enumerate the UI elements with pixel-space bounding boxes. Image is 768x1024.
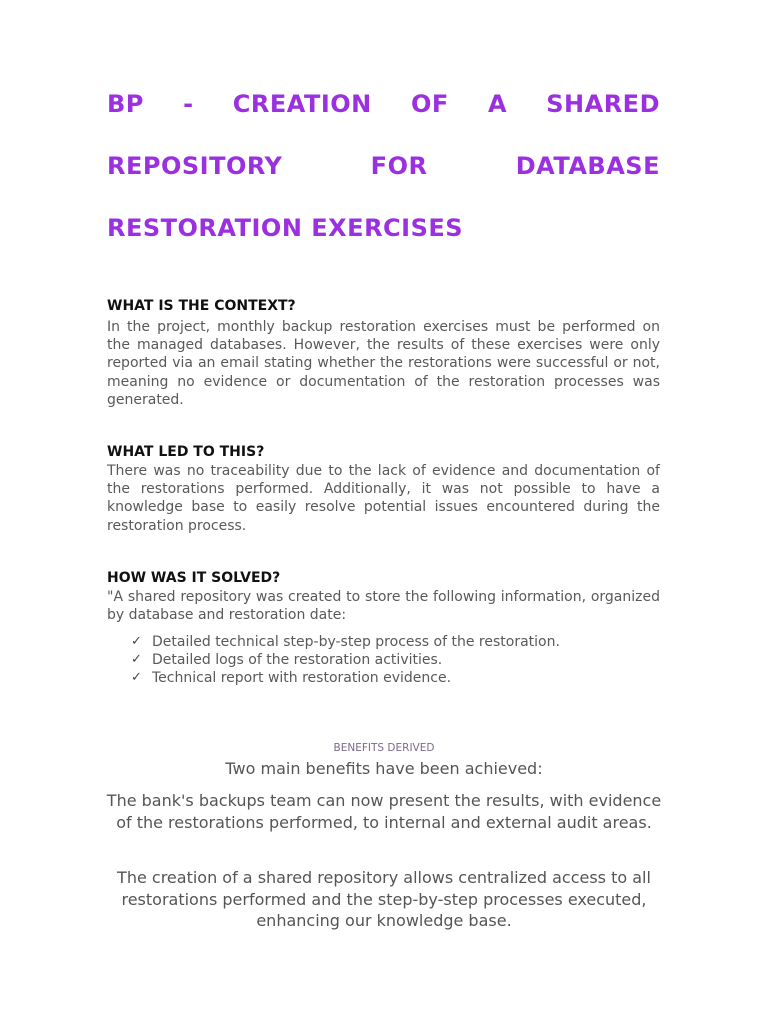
benefits-intro: Two main benefits have been achieved: (225, 759, 543, 778)
solution-body: "A shared repository was created to store the following information, organized by database and restoration date: (107, 589, 660, 624)
title-word: REPOSITORY (107, 152, 283, 180)
benefit-point-2: The creation of a shared repository allows centralized access to all restorations performed and the step-by-step processes executed, enhancing our knowledge base. (117, 868, 651, 930)
title-line-1 (107, 90, 660, 118)
title-line-3: RESTORATION EXERCISES (107, 214, 464, 242)
context-body: In the project, monthly backup restoration exercises must be performed on the managed databases. However, the results of these exercises were only reported via an email stating whether the restorations were successful or not, meaning no evidence or documentation of the restoration processes was generated. (107, 319, 660, 408)
benefits-label: BENEFITS DERIVED (333, 742, 435, 754)
title-word: BP (107, 90, 144, 118)
checkmark-icon: ✓ (131, 634, 142, 649)
list-item-text: Detailed technical step-by-step process of the restoration. (152, 634, 560, 650)
title-word: FOR (370, 152, 428, 180)
list-item-text: Detailed logs of the restoration activities. (152, 652, 443, 669)
benefit-point-1: The bank's backups team can now present the results, with evidence of the restorations performed, to internal and external audit areas. (106, 791, 662, 832)
context-heading: WHAT IS THE CONTEXT? (107, 298, 296, 314)
cause-heading: WHAT LED TO THIS? (107, 444, 265, 460)
checkmark-icon: ✓ (131, 670, 142, 686)
solution-checklist (131, 633, 560, 688)
title-word: A (487, 90, 508, 118)
title-word: SHARED (546, 90, 660, 118)
title-line-2 (107, 152, 660, 180)
cause-body: There was no traceability due to the lack of evidence and documentation of the restorations performed. Additionally, it was not possible to have a knowledge base to easily resolve potential issues encountered during the restoration process. (107, 463, 660, 534)
title-word: CREATION (232, 90, 372, 118)
title-word: OF (410, 90, 449, 118)
title-word: - (183, 90, 194, 118)
list-item (131, 669, 560, 687)
list-item (131, 651, 560, 669)
title-word: DATABASE (515, 152, 660, 180)
checkmark-icon: ✓ (131, 652, 142, 668)
list-item-text: Technical report with restoration evidence. (152, 670, 452, 687)
solution-heading: HOW WAS IT SOLVED? (107, 570, 281, 586)
list-item (131, 633, 560, 651)
